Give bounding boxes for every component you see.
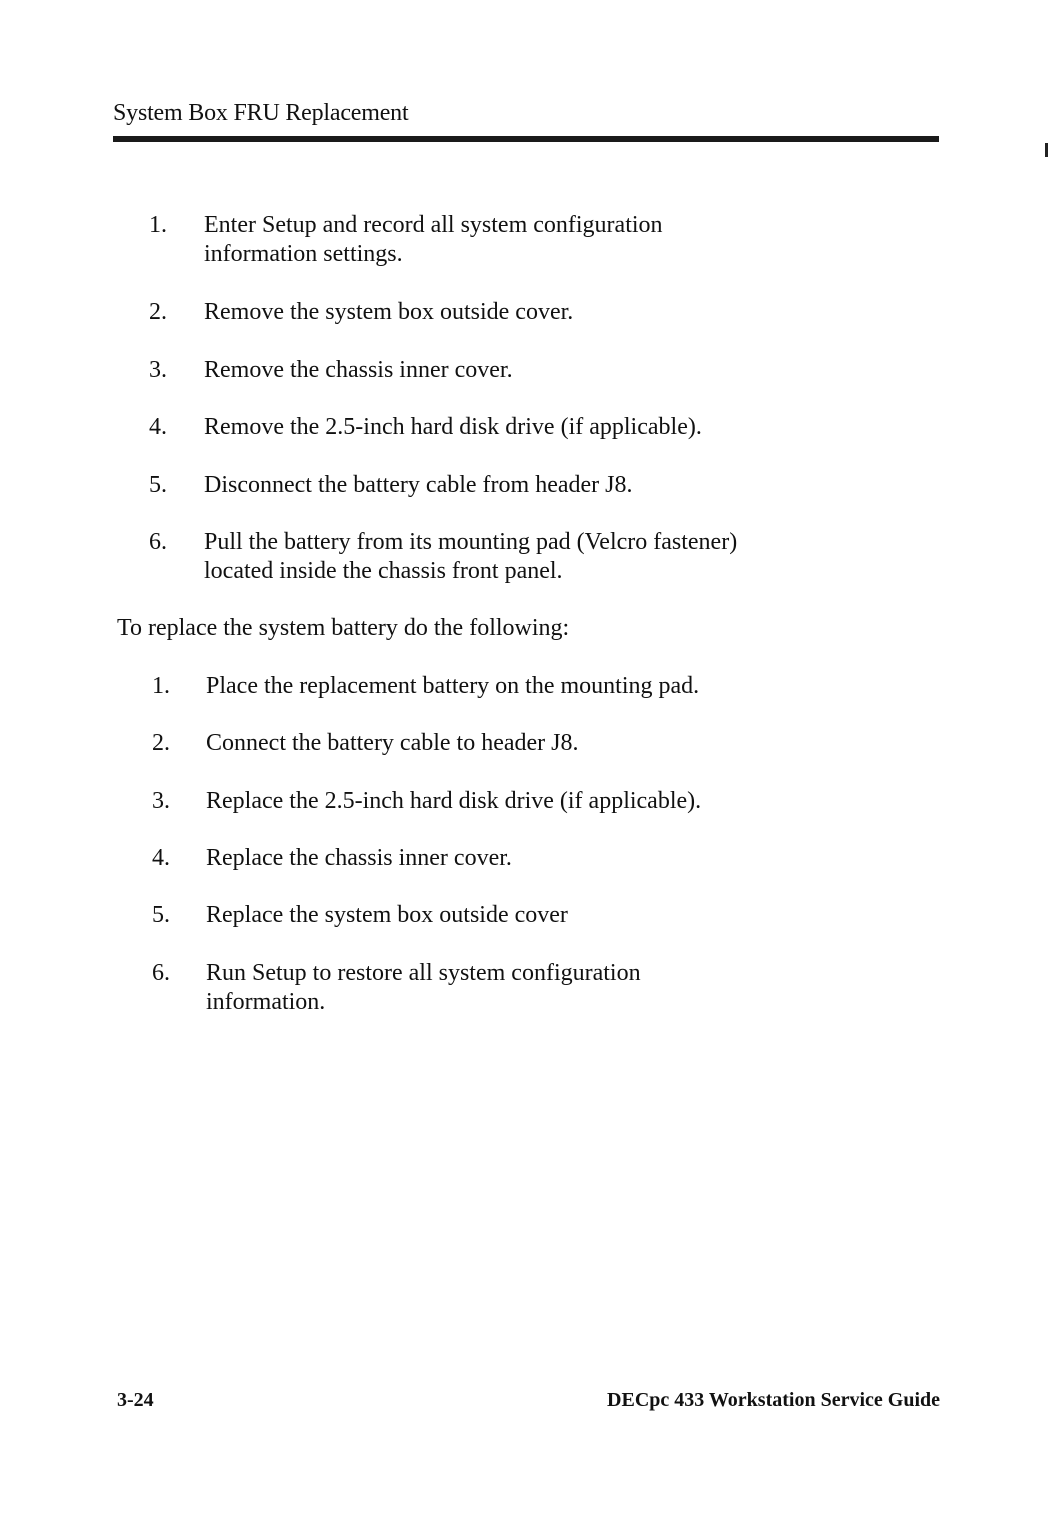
step-number: 6. xyxy=(149,529,167,555)
step-number: 6. xyxy=(152,960,170,986)
page-number: 3-24 xyxy=(117,1389,154,1411)
list-item xyxy=(0,901,1048,931)
list-item xyxy=(0,729,1048,759)
step-number: 1. xyxy=(152,673,170,699)
step-text: Disconnect the battery cable from header J8. xyxy=(204,472,633,498)
step-text: Place the replacement battery on the mounting pad. xyxy=(206,673,700,699)
step-text: Remove the system box outside cover. xyxy=(204,299,574,325)
replace-intro-paragraph: To replace the system battery do the following: xyxy=(117,615,570,641)
list-item xyxy=(0,356,1048,386)
step-text: Enter Setup and record all system configuration information settings. xyxy=(204,212,663,267)
step-text: Replace the system box outside cover xyxy=(206,902,568,928)
step-number: 4. xyxy=(149,414,167,440)
step-number: 1. xyxy=(149,212,167,238)
step-number: 5. xyxy=(152,902,170,928)
list-item xyxy=(0,413,1048,443)
step-number: 2. xyxy=(152,730,170,756)
step-text: Replace the chassis inner cover. xyxy=(206,845,512,871)
step-number: 5. xyxy=(149,472,167,498)
step-number: 3. xyxy=(152,788,170,814)
list-item xyxy=(0,787,1048,817)
step-number: 2. xyxy=(149,299,167,325)
book-title: DECpc 433 Workstation Service Guide xyxy=(607,1389,940,1411)
step-number: 4. xyxy=(152,845,170,871)
list-item xyxy=(0,672,1048,702)
list-item xyxy=(0,844,1048,874)
list-item xyxy=(0,959,1048,1019)
running-head-title: System Box FRU Replacement xyxy=(113,100,409,126)
list-item xyxy=(0,471,1048,501)
step-number: 3. xyxy=(149,357,167,383)
step-text: Connect the battery cable to header J8. xyxy=(206,730,579,756)
step-text: Replace the 2.5-inch hard disk drive (if applicable). xyxy=(206,788,702,814)
list-item xyxy=(0,211,1048,271)
step-text: Run Setup to restore all system configuration information. xyxy=(206,960,641,1015)
step-text: Pull the battery from its mounting pad (Velcro fastener) located inside the chassis front panel. xyxy=(204,529,738,584)
list-item xyxy=(0,528,1048,588)
list-item xyxy=(0,298,1048,328)
step-text: Remove the chassis inner cover. xyxy=(204,357,513,383)
step-text: Remove the 2.5-inch hard disk drive (if applicable). xyxy=(204,414,702,440)
header-rule xyxy=(113,136,939,142)
